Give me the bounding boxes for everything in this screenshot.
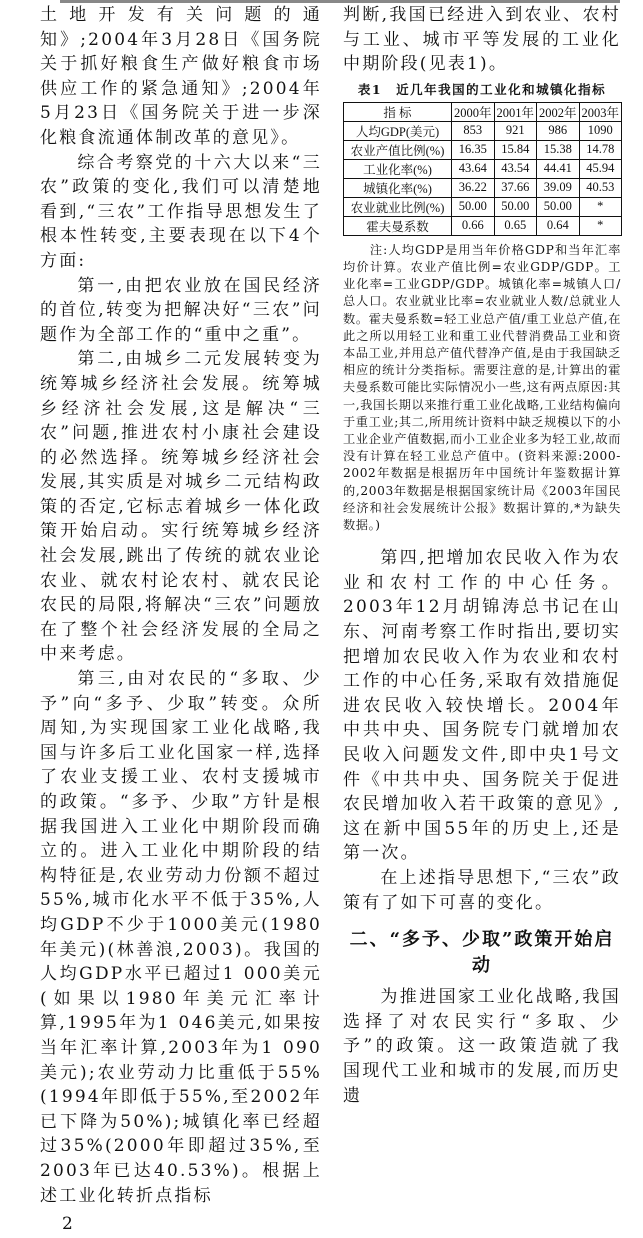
paragraph: 第四,把增加农民收入作为农业和农村工作的中心任务。2003年12月胡锦涛总书记在山东、河南考察工作时指出,要切实把增加农民收入作为农业和农村工作的中心任务,采取有效措施促进农民收入较快增长。2004年中共中央、国务院专门就增加农民收入问题发文件,即中央1号文件《中共中央、国务院关于促进农民增加收入若干政策的意见》,这在新中国55年的历史上,还是第一次。 — [343, 548, 621, 864]
row-label-cell: 城镇化率(%) — [344, 178, 452, 197]
table-header-row — [344, 102, 622, 121]
table-row — [344, 178, 622, 197]
value-cell: 0.65 — [494, 216, 537, 235]
value-cell: 40.53 — [579, 178, 622, 197]
paragraph: 第一,由把农业放在国民经济的首位,转变为把解决好“三农”问题作为全部工作的“重中之重”。 — [40, 275, 322, 345]
paragraph: 判断,我国已经进入到农业、农村与工业、城市平等发展的工业化中期阶段(见表1)。 — [343, 5, 621, 75]
value-cell: 14.78 — [579, 140, 622, 159]
row-label-cell: 农业产值比例(%) — [344, 140, 452, 159]
row-label-cell: 农业就业比例(%) — [344, 197, 452, 216]
value-cell: 43.64 — [452, 159, 495, 178]
value-cell: 853 — [452, 121, 495, 140]
header-cell: 指 标 — [344, 102, 452, 121]
table-row — [344, 216, 622, 235]
value-cell: 50.00 — [452, 197, 495, 216]
value-cell: 15.38 — [537, 140, 580, 159]
indicator-table — [343, 102, 622, 236]
value-cell: * — [579, 197, 622, 216]
page-number: 2 — [62, 1214, 73, 1234]
value-cell: 50.00 — [494, 197, 537, 216]
header-cell: 2001年 — [494, 102, 537, 121]
header-cell: 2002年 — [537, 102, 580, 121]
paragraph: 综合考察党的十六大以来“三农”政策的变化,我们可以清楚地看到,“三农”工作指导思想发生了根本性转变,主要表现在以下4个方面: — [40, 152, 322, 271]
table-row — [344, 159, 622, 178]
value-cell: 37.66 — [494, 178, 537, 197]
table-row — [344, 197, 622, 216]
value-cell: 15.84 — [494, 140, 537, 159]
value-cell: 36.22 — [452, 178, 495, 197]
left-column — [40, 3, 322, 1208]
paragraph: 土地开发有关问题的通知》;2004年3月28日《国务院关于抓好粮食生产做好粮食市场供应工作的紧急通知》;2004年5月23日《国务院关于进一步深化粮食流通体制改革的意见》。 — [40, 5, 322, 148]
table-row — [344, 121, 622, 140]
value-cell: 0.66 — [452, 216, 495, 235]
paragraph: 为推进国家工业化战略,我国选择了对农民实行“多取、少予”的政策。这一政策造就了我国现代工业和城市的发展,而历史遗 — [343, 987, 621, 1106]
value-cell: 986 — [537, 121, 580, 140]
header-cell: 2000年 — [452, 102, 495, 121]
table-caption: 表1 近几年我国的工业化和城镇化指标 — [357, 81, 607, 97]
table-row — [344, 140, 622, 159]
header-cell: 2003年 — [579, 102, 622, 121]
table-note: 注:人均GDP是用当年价格GDP和当年汇率均价计算。农业产值比例=农业GDP/GDP。工业化率=工业GDP/GDP。城镇化率=城镇人口/总人口。农业就业比率=农业就业人数/总就业人数。霍夫曼系数=轻工业总产值/重工业总产值,在此之所以用轻工业和重工业代替消费品工业和资本品工业,并用总产值代替净产值,是由于我国缺乏相应的统计分类指标。需要注意的是,计算出的霍夫曼系数可能比实际情况小一些,这有两点原因:其一,我国长期以来推行重工业化战略,工业结构偏向于重工业;其二,所用统计资料中缺乏规模以下的小工业企业产值数据,而小工业企业多为轻工业,故而没有计算在轻工业总产值中。(资料来源:2000-2002年数据是根据历年中国统计年鉴数据计算的,2003年数据是根据国家统计局《2003年国民经济和社会发展统计公报》数据计算的,*为缺失数据。) — [343, 242, 621, 533]
section-heading: 二、“多予、少取”政策开始启动 — [349, 929, 615, 977]
paragraph: 第三,由对农民的“多取、少予”向“多予、少取”转变。众所周知,为实现国家工业化战略,我国与许多后工业化国家一样,选择了农业支援工业、农村支援城市的政策。“多予、少取”方针是根据我国进入工业化中期阶段而确立的。进入工业化中期阶段的结构特征是,农业劳动力份额不超过55%,城市化水平不低于35%,人均GDP不少于1000美元(1980年美元)(林善浪,2003)。我国的人均GDP水平已超过1 000美元(如果以1980年美元汇率计算,1995年为1 046美元,如果按当年汇率计算,2003年为1 090美元);农业劳动力比重低于55%(1994年即低于55%,至2002年已下降为50%);城镇化率已经超过35%(2000年即超过35%,至2003年已达40.53%)。根据上述工业化转折点指标 — [40, 669, 322, 1206]
value-cell: 50.00 — [537, 197, 580, 216]
value-cell: 0.64 — [537, 216, 580, 235]
right-column — [343, 3, 621, 1108]
value-cell: * — [579, 216, 622, 235]
row-label-cell: 人均GDP(美元) — [344, 121, 452, 140]
value-cell: 39.09 — [537, 178, 580, 197]
paragraph: 第二,由城乡二元发展转变为统筹城乡经济社会发展。统筹城乡经济社会发展,这是解决“三农”问题,推进农村小康社会建设的必然选择。统筹城乡经济社会发展,其实质是对城乡二元结构政策的否定,它标志着城乡一体化政策开始启动。实行统筹城乡经济社会发展,跳出了传统的就农业论农业、就农村论农村、就农民论农民的局限,将解决“三农”问题放在了整个社会经济发展的全局之中来考虑。 — [40, 349, 322, 665]
value-cell: 44.41 — [537, 159, 580, 178]
value-cell: 43.54 — [494, 159, 537, 178]
value-cell: 921 — [494, 121, 537, 140]
value-cell: 45.94 — [579, 159, 622, 178]
row-label-cell: 工业化率(%) — [344, 159, 452, 178]
value-cell: 1090 — [579, 121, 622, 140]
paragraph: 在上述指导思想下,“三农”政策有了如下可喜的变化。 — [343, 867, 621, 913]
row-label-cell: 霍夫曼系数 — [344, 216, 452, 235]
value-cell: 16.35 — [452, 140, 495, 159]
